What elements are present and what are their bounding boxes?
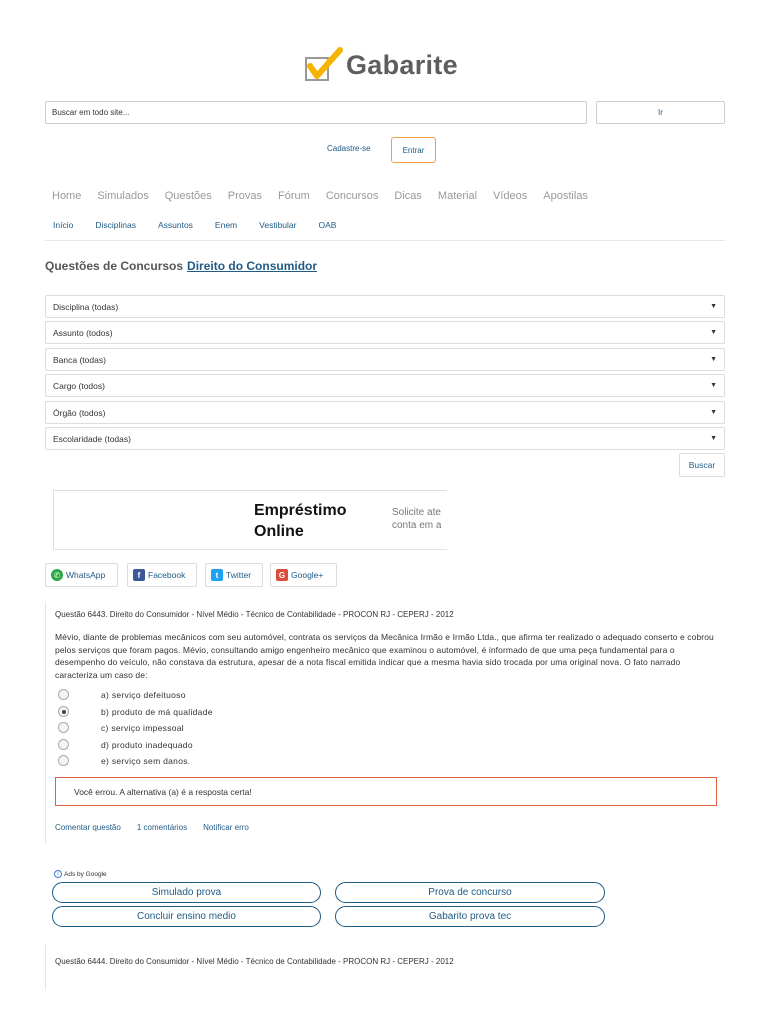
answer-option-c[interactable]: [58, 722, 184, 733]
filter-assunto-select[interactable]: [45, 321, 725, 344]
question-header: Questão 6443. Direito do Consumidor - Nível Médio - Técnico de Contabilidade - PROCON RJ - CEPERJ - 2012: [55, 610, 454, 619]
answer-option-b[interactable]: [58, 706, 213, 717]
filter-orgao-select[interactable]: [45, 401, 725, 424]
ad-link-button[interactable]: Simulado prova: [52, 882, 321, 903]
nav-dicas[interactable]: Dicas: [394, 190, 422, 202]
subnav-oab[interactable]: OAB: [318, 220, 337, 230]
nav-home[interactable]: Home: [52, 190, 82, 202]
nav-videos[interactable]: Vídeos: [493, 190, 528, 202]
nav-provas[interactable]: Provas: [227, 190, 263, 202]
divider: [53, 549, 447, 550]
option-label: e) serviço sem danos.: [101, 755, 191, 766]
ad-link-button[interactable]: Prova de concurso: [335, 882, 605, 903]
nav-questoes[interactable]: Questões: [164, 190, 212, 202]
option-label: d) produto inadequado: [101, 739, 193, 750]
subnav-enem[interactable]: Enem: [214, 220, 238, 230]
filter-label: Disciplina (todas): [53, 301, 119, 312]
filter-label: Assunto (todos): [53, 327, 113, 338]
radio-button[interactable]: [58, 739, 69, 750]
filter-search-button[interactable]: Buscar: [679, 453, 725, 477]
filter-escolaridade-select[interactable]: [45, 427, 725, 450]
ad-text: [392, 506, 441, 532]
answer-option-d[interactable]: [58, 739, 193, 750]
answer-option-a[interactable]: [58, 689, 186, 700]
nav-apostilas[interactable]: Apostilas: [543, 190, 588, 202]
ad-text-line: Solicite ate: [392, 507, 441, 518]
radio-button[interactable]: [58, 722, 69, 733]
filter-cargo-select[interactable]: [45, 374, 725, 397]
ad-text-line: conta em a: [392, 520, 442, 531]
filter-label: Cargo (todos): [53, 380, 105, 391]
page-title: [45, 259, 317, 273]
site-name: Gabarite: [346, 49, 458, 80]
filter-disciplina-select[interactable]: [45, 295, 725, 318]
login-button[interactable]: Entrar: [391, 137, 436, 163]
filter-label: Escolaridade (todas): [53, 433, 131, 444]
subnav-vestibular[interactable]: Vestibular: [259, 220, 297, 230]
share-whatsapp-button[interactable]: [45, 563, 118, 587]
checkmark-logo-icon: [304, 46, 344, 84]
answer-option-e[interactable]: [58, 755, 190, 766]
share-label: Google+: [291, 570, 324, 580]
dropdown-arrow-icon: ▼: [710, 329, 717, 336]
ad-banner[interactable]: [53, 490, 447, 550]
ad-link-button[interactable]: Gabarito prova tec: [335, 906, 605, 927]
site-logo[interactable]: [304, 46, 458, 84]
search-button[interactable]: Ir: [596, 101, 725, 124]
radio-button[interactable]: [58, 755, 69, 766]
option-label: b) produto de má qualidade: [101, 706, 213, 717]
share-twitter-button[interactable]: [205, 563, 263, 587]
share-google-button[interactable]: [270, 563, 337, 587]
dropdown-arrow-icon: ▼: [710, 356, 717, 363]
dropdown-arrow-icon: ▼: [710, 382, 717, 389]
sub-nav: [53, 220, 358, 230]
whatsapp-icon: ✆: [51, 569, 63, 581]
comments-count-link[interactable]: 1 comentários: [136, 823, 188, 832]
nav-simulados[interactable]: Simulados: [97, 190, 149, 202]
subnav-assuntos[interactable]: Assuntos: [157, 220, 193, 230]
share-facebook-button[interactable]: [127, 563, 197, 587]
share-label: WhatsApp: [66, 570, 106, 580]
ad-link-button[interactable]: Concluir ensino medio: [52, 906, 321, 927]
ad-title: Empréstimo Online: [254, 502, 347, 540]
google-plus-icon: G: [276, 569, 288, 581]
radio-button-selected[interactable]: [58, 706, 69, 717]
question-actions: [55, 823, 265, 832]
share-label: Twitter: [226, 570, 252, 580]
subnav-inicio[interactable]: Início: [53, 220, 74, 230]
search-input[interactable]: [45, 101, 587, 124]
answer-feedback: Você errou. A alternativa (a) é a resposta certa!: [55, 777, 717, 806]
subnav-disciplinas[interactable]: Disciplinas: [95, 220, 136, 230]
filter-label: Banca (todas): [53, 354, 106, 365]
dropdown-arrow-icon: ▼: [710, 435, 717, 442]
nav-concursos[interactable]: Concursos: [325, 190, 379, 202]
twitter-icon: t: [211, 569, 223, 581]
option-label: a) serviço defeituoso: [101, 689, 186, 700]
ads-label: Ads by Google: [64, 870, 107, 878]
report-error-link[interactable]: Notificar erro: [203, 823, 249, 832]
divider: [45, 240, 725, 241]
question-header: Questão 6444. Direito do Consumidor - Nível Médio - Técnico de Contabilidade - PROCON RJ - CEPERJ - 2012: [55, 957, 454, 966]
filter-label: Órgão (todos): [53, 407, 106, 418]
dropdown-arrow-icon: ▼: [710, 409, 717, 416]
signup-link[interactable]: Cadastre-se: [327, 144, 371, 153]
question-text: Mévio, diante de problemas mecânicos com seu automóvel, contrata os serviços da Mecânica Irmão e Irmão Ltda., que afirma ter realizado o adequado conserto e cobrou pelos serviços que foram pagos. Mévio, consultando amigo engenheiro mecânico que examinou o automóvel, é informado de que uma peça fundamental para o desempenho do veículo, não constava da estrutura, apesar de a nota fiscal emitida indicar que a mesma havia sido trocada por uma original nova. O fato narrado caracteriza um caso de:: [55, 632, 714, 680]
subject-link[interactable]: Direito do Consumidor: [187, 259, 318, 273]
comment-question-link[interactable]: Comentar questão: [55, 823, 121, 832]
dropdown-arrow-icon: ▼: [710, 303, 717, 310]
option-label: c) serviço impessoal: [101, 722, 184, 733]
main-nav: [52, 190, 604, 202]
nav-material[interactable]: Material: [437, 190, 478, 202]
facebook-icon: f: [133, 569, 145, 581]
nav-forum[interactable]: Fórum: [278, 190, 310, 202]
info-icon: i: [54, 870, 62, 878]
radio-button[interactable]: [58, 689, 69, 700]
filter-banca-select[interactable]: [45, 348, 725, 371]
page-title-text: Questões de Concursos: [45, 259, 184, 273]
share-label: Facebook: [148, 570, 186, 580]
ads-by-google[interactable]: [54, 870, 107, 878]
question-card: [45, 945, 46, 990]
